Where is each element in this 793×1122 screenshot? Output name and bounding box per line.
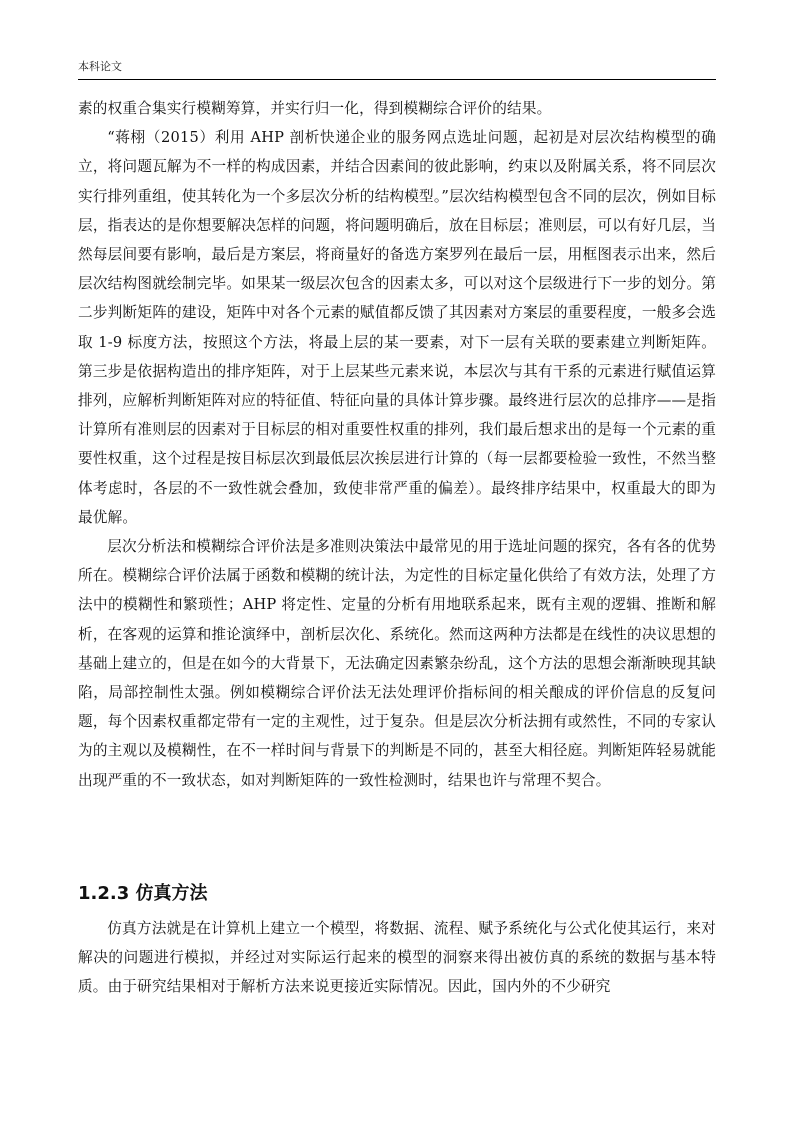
section-body [78, 914, 716, 1002]
section-heading: 1.2.3 仿真方法 [78, 883, 208, 904]
paragraph-method-comparison: 层次分析法和模糊综合评价法是多准则决策法中最常见的用于选址问题的探究，各有各的优势所在。模糊综合评价法属于函数和模糊的统计法，为定性的目标定量化供给了有效方法，处理了方法中的模糊性和繁琐性；AHP 将定性、定量的分析有用地联系起来，既有主观的逻辑、推断和解析，在客观的运算和推论演绎中，剖析层次化、系统化。然而这两种方法都是在线性的决议思想的基础上建立的，但是在如今的大背景下，无法确定因素繁杂纷乱，这个方法的思想会渐渐映现其缺陷，局部控制性太强。例如模糊综合评价法无法处理评价指标间的相关酿成的评价信息的反复问题，每个因素权重都定带有一定的主观性，过于复杂。但是层次分析法拥有或然性，不同的专家认为的主观以及模糊性，在不一样时间与背景下的判断是不同的，甚至大相径庭。判断矩阵轻易就能出现严重的不一致状态，如对判断矩阵的一致性检测时，结果也许与常理不契合。 [78, 538, 716, 789]
body-text [78, 94, 716, 795]
paragraph-simulation-method: 仿真方法就是在计算机上建立一个模型，将数据、流程、赋予系统化与公式化使其运行，来对解决的问题进行模拟，并经过对实际运行起来的模型的洞察来得出被仿真的系统的数据与基本特质。由于研究结果相对于解析方法来说更接近实际情况。因此，国内外的不少研究 [78, 920, 716, 996]
header-rule [78, 79, 716, 80]
paragraph-ahp-method: “蒋栩（2015）利用 AHP 剖析快递企业的服务网点选址问题，起初是对层次结构模型的确立，将问题瓦解为不一样的构成因素，并结合因素间的彼此影响，约束以及附属关系，将不同层次实行排列重组，使其转化为一个多层次分析的结构模型。”层次结构模型包含不同的层次，例如目标层，指表达的是你想要解决怎样的问题，将问题明确后，放在目标层；准则层，可以有好几层，当然每层间要有影响，最后是方案层，将商量好的备选方案罗列在最后一层，用框图表示出来，然后层次结构图就绘制完毕。如果某一级层次包含的因素太多，可以对这个层级进行下一步的划分。第二步判断矩阵的建设，矩阵中对各个元素的赋值都反馈了其因素对方案层的重要程度，一般多会选取 1-9 标度方法，按照这个方法，将最上层的某一要素，对下一层有关联的要素建立判断矩阵。第三步是依据构造出的排序矩阵，对于上层某些元素来说，本层次与其有干系的元素进行赋值运算排列，应解析判断矩阵对应的特征值、特征向量的具体计算步骤。最终进行层次的总排序——是指计算所有准则层的因素对于目标层的相对重要性权重的排列，我们最后想求出的是每一个元素的重要性权重，这个过程是按目标层次到最低层次挨层进行计算的（每一层都要检验一致性，不然当整体考虑时，各层的不一致性就会叠加，致使非常严重的偏差）。最终排序结果中，权重最大的即为最优解。 [78, 129, 716, 526]
paragraph-continuation: 素的权重合集实行模糊筹算，并实行归一化，得到模糊综合评价的结果。 [78, 100, 552, 117]
running-header: 本科论文 [78, 60, 122, 73]
